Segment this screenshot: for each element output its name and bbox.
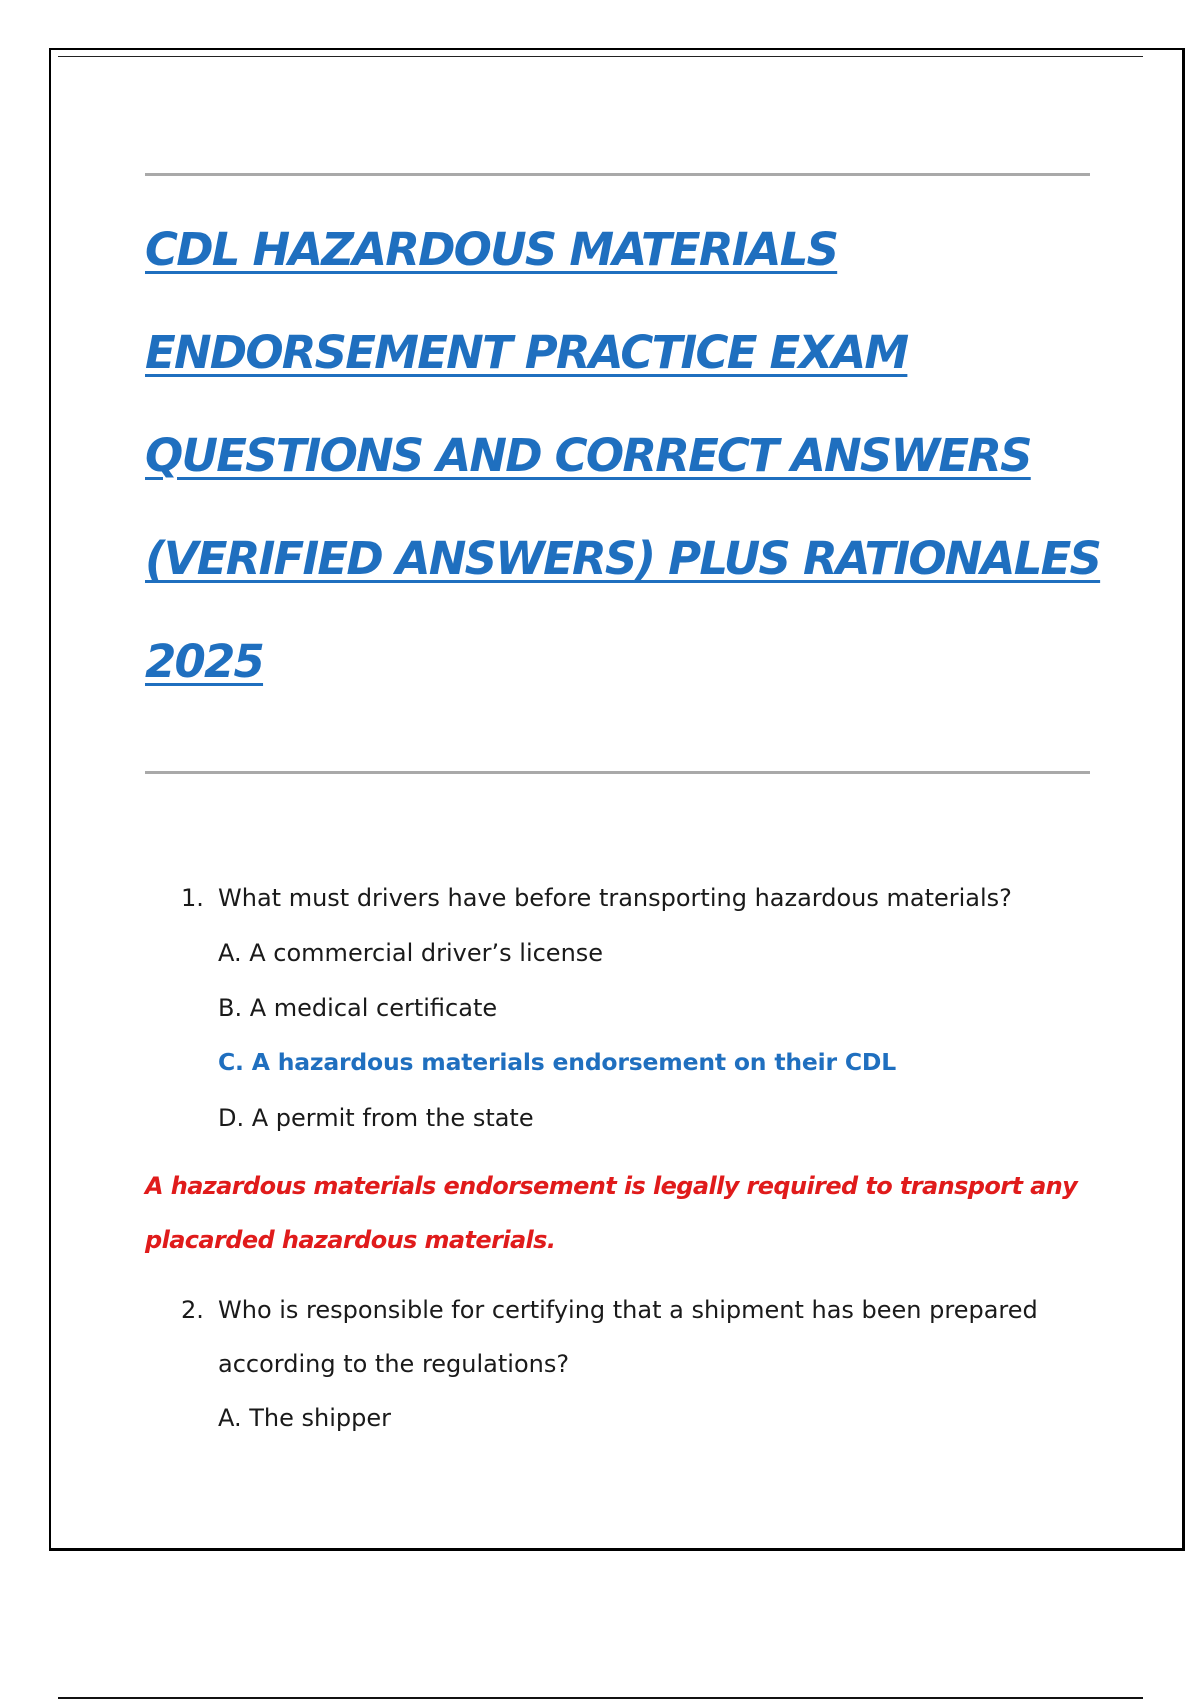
rationale-line-2: placarded hazardous materials. bbox=[145, 1226, 556, 1254]
document-title-line-1: CDL HAZARDOUS MATERIALS bbox=[145, 223, 838, 276]
document-title-line-3: QUESTIONS AND CORRECT ANSWERS bbox=[145, 429, 1031, 482]
title-divider-top bbox=[145, 173, 1090, 176]
option-a: A. A commercial driver’s license bbox=[218, 939, 604, 967]
rationale-line-1: A hazardous materials endorsement is legally required to transport any bbox=[145, 1172, 1078, 1200]
option-c-correct: C. A hazardous materials endorsement on their CDL bbox=[218, 1048, 896, 1076]
question-number: 2. bbox=[181, 1296, 204, 1324]
document-title-year: 2025 bbox=[145, 635, 264, 688]
title-divider-bottom bbox=[145, 771, 1090, 774]
footer-rule bbox=[58, 1697, 1143, 1699]
option-a: A. The shipper bbox=[218, 1404, 392, 1432]
option-b: B. A medical certificate bbox=[218, 994, 498, 1022]
document-title-line-2: ENDORSEMENT PRACTICE EXAM bbox=[145, 326, 908, 379]
question-number: 1. bbox=[181, 884, 204, 912]
question-text-line-1: Who is responsible for certifying that a shipment has been prepared bbox=[218, 1296, 1038, 1324]
header-rule bbox=[58, 56, 1143, 57]
option-d: D. A permit from the state bbox=[218, 1104, 534, 1132]
question-text: What must drivers have before transporting hazardous materials? bbox=[218, 884, 1012, 912]
document-title-line-4: (VERIFIED ANSWERS) PLUS RATIONALES bbox=[145, 532, 1101, 585]
question-text-line-2: according to the regulations? bbox=[218, 1350, 570, 1378]
